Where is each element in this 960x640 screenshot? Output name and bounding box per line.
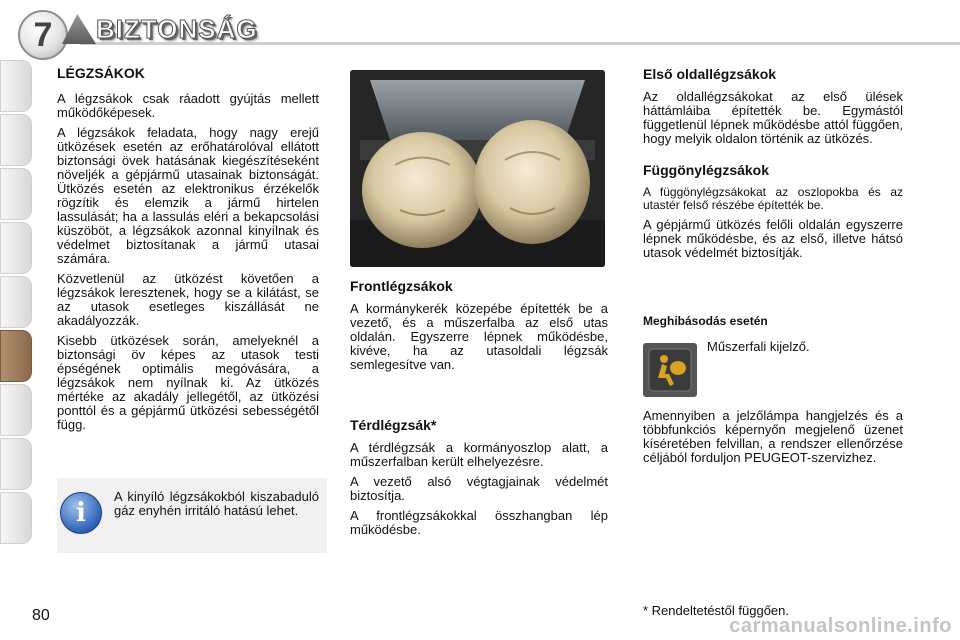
airbag-deployment-photo [350,70,605,267]
paragraph: A frontlégzsákokkal összhangban lép működésbe. [350,508,608,537]
paragraph: A légzsákok feladata, hogy nagy erejű ütközések esetén az erőhatárolóval ellátott biztonsági övek hatásának kiegészítéseként növeljék a gépjármű utasainak biztonságát. Ütközés esetén az elektronikus érzékelők rögzítik és elemzik a jármű hirtelen lassulását; ha a lassulás eléri a bekapcsolási küszöböt, a légzsákok azonnal kinyílnak és védelmet biztosítanak a jármű utasai számára. [57,125,319,266]
section-heading: LÉGZSÁKOK [57,65,145,81]
chapter-tab[interactable] [0,222,32,274]
info-note [114,490,319,524]
chapter-tab[interactable] [0,438,32,490]
footnote: * Rendeltetéstől függően. [643,603,789,618]
warning-caption [707,340,907,360]
chapter-number-badge: 7 [18,10,68,60]
info-note-text: A kinyíló légzsákokból kiszabaduló gáz enyhén irritáló hatású lehet. [114,489,319,518]
section-heading: Első oldallégzsákok [643,66,777,82]
airbag-warning-glyph [648,348,692,392]
chapter-tab[interactable] [0,492,32,544]
paragraph: Az oldallégzsákokat az első ülések háttámláiba építették be. Egymástól függetlenül lépnek működésbe attól függően, hogy melyik oldalon történik az ütközés. [643,89,903,146]
info-icon: i [60,492,102,534]
chapter-tab[interactable] [0,60,32,112]
chapter-tab-strip [0,60,34,580]
paragraph: A vezető alsó végtagjainak védelmét biztosítja. [350,474,608,503]
curtain-airbags-section [643,163,903,266]
paragraph: A függönylégzsákokat az oszlopokba és az utastér felső részébe építették be. [643,185,903,212]
airbags-section [57,66,319,438]
chapter-tab[interactable] [0,114,32,166]
section-heading: Meghibásodás esetén [643,314,768,328]
section-heading: Frontlégzsákok [350,278,453,294]
paragraph: A légzsákok csak ráadott gyújtás mellett működőképesek. [57,91,319,120]
paragraph: Amennyiben a jelzőlámpa hangjelzés és a többfunkciós képernyőn megjelenő üzenet kíséretében felvillan, a rendszer ellenőrzése céljából forduljon PEUGEOT-szervizhez. [643,408,903,465]
side-airbags-section [643,67,903,152]
chapter-tab[interactable] [0,384,32,436]
paragraph: Közvetlenül az ütközést követően a légzsákok leresztenek, hogy se a kilátást, se az utasok esetleges kiszállását ne akadályozzák. [57,271,319,328]
chapter-tab[interactable] [0,276,32,328]
knee-airbag-section [350,418,608,543]
chapter-tab-active[interactable] [0,330,32,382]
chapter-tab[interactable] [0,168,32,220]
paragraph: A térdlégzsák a kormányoszlop alatt, a műszerfalban került elhelyezésre. [350,440,608,469]
malfunction-text [643,409,903,471]
paragraph: Kisebb ütközések során, amelyeknél a biztonsági öv képes az utasok testi épségének optimális megóvására, a légzsákok nem nyílnak ki. Az ütközés mértéke az akadály jellegétől, az ütközési ponttól és a gépjármű ütközési sebességétől függ. [57,333,319,432]
airbag-warning-icon [643,343,697,397]
icon-caption: Műszerfali kijelző. [707,339,810,354]
paragraph: A kormánykerék közepébe építették be a vezető, és a műszerfalba az első utas oldalán. Egyszerre lépnek működésbe, kivéve, ha az utasoldali légzsák semlegesítve van. [350,301,608,372]
page-title: BIZTONSÁG [96,14,258,44]
page-number: 80 [32,607,50,624]
watermark: carmanualsonline.info [729,615,952,637]
front-airbags-section [350,279,608,378]
paragraph: A gépjármű ütközés felőli oldalán egyszerre lépnek működésbe, és az első, illetve hátsó utasok védelmét biztosítják. [643,217,903,260]
section-heading: Függönylégzsákok [643,162,770,178]
malfunction-section [643,314,903,328]
section-heading: Térdlégzsák* [350,417,437,433]
airbag-illustration [350,70,605,267]
